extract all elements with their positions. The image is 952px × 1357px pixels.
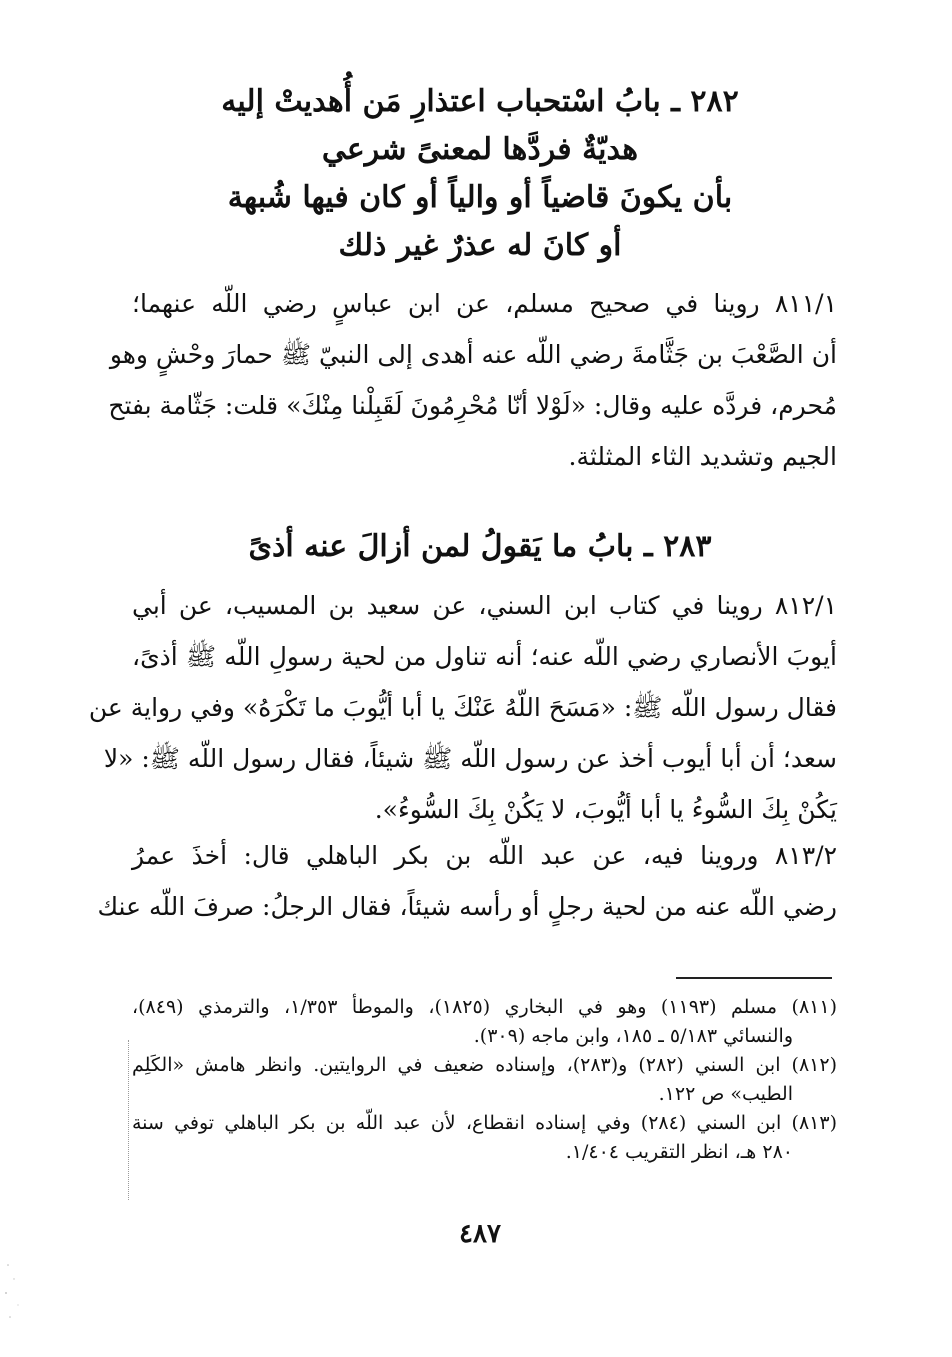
chapter-282-title-line-3: بأن يكونَ قاضياً أو والياً أو كان فيها شُبهة	[227, 180, 733, 215]
footnote-813-line-2: ٢٨٠ هـ، انظر التقريب ١/٤٠٤.	[565, 1141, 793, 1163]
footnote-813-line-1: (٨١٣) ابن السني (٢٨٤) وفي إسناده انقطاع، لأن عبد اللّه بن بكر الباهلي توفي سنة	[132, 1112, 838, 1134]
hadith-811-line-2: أن الصَّعْبَ بن جَثَّامةَ رضي اللّه عنه أهدى إلى النبيّ ﷺ حمارَ وحْشٍ وهو	[109, 340, 837, 369]
hadith-812-line-3: فقال رسول اللّه ﷺ: «مَسَحَ اللّهُ عَنْكَ يا أبا أيُّوبَ ما تَكْرَهُ» وفي رواية عن	[88, 693, 837, 722]
footnote-811-line-1: (٨١١) مسلم (١١٩٣) وهو في البخاري (١٨٢٥)، والموطأ ١/٣٥٣، والترمذي (٨٤٩)،	[132, 996, 838, 1018]
chapter-282-title-line-2: هديّةٌ فردَّها لمعنىً شرعي	[321, 132, 639, 167]
hadith-811-line-1: ٨١١/١ روينا في صحيح مسلم، عن ابن عباسٍ رضي اللّه عنهما؛	[132, 289, 837, 318]
chapter-282-title-line-4: أو كانَ له عذرٌ غير ذلك	[338, 228, 622, 263]
footnotes	[132, 993, 837, 1167]
hadith-812-line-1: ٨١٢/١ روينا في كتاب ابن السني، عن سعيد بن المسيب، عن أبي	[132, 591, 837, 620]
scan-specks	[0, 1255, 40, 1335]
chapter-282-heading	[130, 78, 830, 270]
hadith-811-line-4: الجيم وتشديد الثاء المثلثة.	[568, 442, 837, 471]
page-number: ٤٨٧	[459, 1219, 501, 1249]
chapter-283-heading: ٢٨٣ ـ بابُ ما يَقولُ لمن أزالَ عنه أذىً	[248, 529, 712, 564]
footnote-812	[132, 1051, 837, 1109]
footnote-812-line-2: الطيب» ص ١٢٢.	[658, 1083, 793, 1105]
hadith-812-line-5: يَكُنْ بِكَ السُّوءُ يا أبا أيُّوبَ، لا يَكُنْ بِكَ السُّوءُ».	[374, 795, 837, 824]
hadith-811-paragraph	[108, 278, 837, 482]
hadith-812-line-4: سعد؛ أن أبا أيوب أخذ عن رسول اللّه ﷺ شيئاً، فقال رسول اللّه ﷺ: «لا	[103, 744, 837, 773]
hadith-813-line-1: ٨١٣/٢ وروينا فيه، عن عبد اللّه بن بكر الباهلي قال: أخذَ عمرُ	[132, 841, 837, 870]
hadith-811-line-3: مُحرم، فردَّه عليه وقال: «لَوْلا أنّا مُحْرِمُونَ لَقَبِلْنا مِنْكَ» قلت: جَثّامة بفتح	[108, 391, 837, 420]
hadith-813-line-2: رضي اللّه عنه من لحية رجلٍ أو رأسه شيئاً، فقال الرجلُ: صرفَ اللّه عنك	[97, 892, 837, 921]
hadith-812-paragraph	[88, 580, 837, 835]
footnote-811-line-2: والنسائي ٥/١٨٣ ـ ١٨٥، وابن ماجه (٣٠٩).	[473, 1025, 793, 1047]
footnote-813	[132, 1109, 837, 1167]
hadith-812-line-2: أيوبَ الأنصاري رضي اللّه عنه؛ أنه تناول من لحية رسولِ اللّه ﷺ أذىً،	[132, 642, 837, 671]
footnote-812-line-1: (٨١٢) ابن السني (٢٨٢) و(٢٨٣)، وإسناده ضعيف في الروايتين. وانظر هامش «الكَلِم	[132, 1054, 837, 1076]
chapter-282-title-line-1: ٢٨٢ ـ بابُ اسْتحباب اعتذارِ مَن أُهديتْ إليه	[221, 84, 739, 119]
margin-dotted-line	[128, 1040, 130, 1200]
footnote-811	[132, 993, 837, 1051]
hadith-813-paragraph	[97, 830, 837, 932]
footnote-separator	[676, 977, 832, 979]
